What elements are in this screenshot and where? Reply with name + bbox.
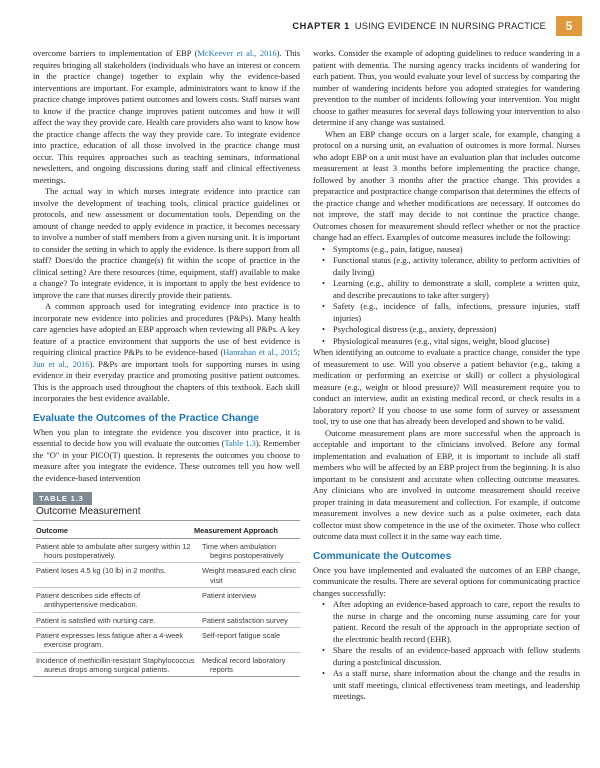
table-row <box>33 628 300 653</box>
list-item: • As a staff nurse, share information about the change and the results in unit staff meetings, clinical effectiveness team meetings, and leadership meetings. <box>333 668 580 703</box>
paragraph: works. Consider the example of adopting guidelines to reduce wandering in a patient with dementia. The nursing agency tracks incidents of wandering for each patient. Thus, you would evaluate your level of success by comparing the number of wandering incidents before you adopted strategies for wandering prevention to the number of incidents following your intervention. You might choose to gather measures for several days following your intervention to also determine if any change was sustained. <box>313 48 580 127</box>
section-heading-communicate: Communicate the Outcomes <box>313 550 452 562</box>
paragraph: The actual way in which nurses integrate evidence into practice can involve the development of teaching tools, clinical practice guidelines or protocols, and new assessment or documentation tools. Depending on the amount of change needed to apply evidence in practice, it becomes necessary to involve a number of staff members from a given nursing unit. It is important to consider the setting in which to apply the evidence. Is there support from all staff? Does/do the practice change(s) fit within the scope of practice in the clinical setting? Are there resources (time, equipment, staff) available to make a change? To integrate evidence, it is important to apply the best evidence to improve the care that nurses directly provide their patients. <box>33 186 300 300</box>
cell-measurement: Patient satisfaction survey <box>202 615 288 625</box>
table-row <box>33 563 300 588</box>
communication-options-list <box>313 599 580 703</box>
paragraph: When an EBP change occurs on a larger scale, for example, changing a protocol on a nursing unit, an evaluation of outcomes is more formal. Nurses who adopt EBP on a unit must have an evaluation plan that includes outcome measurement at least 3 months before implementing the practice change, followed by another 3 months after the practice change. This provides a preparactice and postpractice change comparison that determines the effects of the practice change and whether modifications are necessary. If outcomes do not improve, the staff may decide to not continue the practice change. Outcomes chosen for measurement should reflect whether or not the practice change had an effect. Examples of outcome measures include the following: <box>313 128 580 242</box>
page-number: 5 <box>556 16 582 36</box>
table-header-row <box>33 521 300 539</box>
cell-measurement: Weight measured each clinic visit <box>202 566 297 585</box>
table-title: Outcome Measurement <box>33 505 300 520</box>
paragraph: When you plan to integrate the evidence you discover into practice, it is essential to decide how you will evaluate the outcomes (Table 1.3). Remember the "O" in your PICO(T) question. It represents the outcomes you choose to measure after you integrate the evidence. These outcomes tell you how well the evidence-based intervention <box>33 426 300 483</box>
outcome-measurement-table <box>33 492 300 677</box>
cell-measurement: Patient interview <box>202 591 257 601</box>
paragraph: Once you have implemented and evaluated the outcomes of an EBP change, communicate the results. There are several options for communicating practice changes successfully: <box>313 564 580 598</box>
paragraph: overcome barriers to implementation of EBP (McKeever et al., 2016). This requires bringing all stakeholders (individuals who have an interest or concern in the practice change) together to explain why the evidence-based interventions are important. For example, administrators want to know if the practice change improves patient outcomes and lowers costs. Staff nurses want to know if the practice change improves patient outcomes and how it will affect the way they provide care. Health care providers also want to know how the practice change affects the way they provide care. To integrate evidence into practice, education of all those involved in the practice change must occur. This requires approaches such as teaching seminars, informational newsletters, and ongoing discussions during staff and clinical effectiveness meetings. <box>33 48 300 185</box>
chapter-label: CHAPTER 1 <box>292 21 350 31</box>
table-row <box>33 588 300 613</box>
list-item: • Physiological measures (e.g., vital signs, weight, blood glucose) <box>333 336 580 348</box>
right-column <box>313 48 580 703</box>
chapter-title: USING EVIDENCE IN NURSING PRACTICE <box>354 21 546 31</box>
table-row <box>33 613 300 628</box>
citation-link[interactable]: Hanrahan et al., 2015 <box>223 347 298 357</box>
section-heading-evaluate: Evaluate the Outcomes of the Practice Change <box>33 412 259 424</box>
table-row <box>33 653 300 677</box>
list-item: • Functional status (e.g., activity tolerance, ability to perform activities of daily living) <box>333 255 580 278</box>
list-item: • Learning (e.g., ability to demonstrate a skill, complete a written quiz, and describe precautions to take after surgery) <box>333 278 580 301</box>
citation-link[interactable]: Jun et al., 2016 <box>33 358 90 369</box>
list-item: • Safety (e.g., incidence of falls, infections, pressure injuries, staff injuries) <box>333 301 580 324</box>
list-item: • Share the results of an evidence-based approach with fellow students during a postclinical discussion. <box>333 645 580 668</box>
list-item: • After adopting an evidence-based approach to care, report the results to the nurse in charge and the oncoming nurse assuming care for your patient. Record the result of the approach in the appropriate section of the electronic health record (EHR). <box>333 599 580 645</box>
cell-outcome: Patient able to ambulate after surgery within 12 hours postoperatively. <box>36 541 191 561</box>
paragraph: A common approach used for integrating evidence into practice is to incorporate new evidence into policies and procedures (P&Ps). Many health care agencies have adopted an EBP approach when reviewing all P&Ps. A key feature of a practice environment that supports the use of best evidence is requiring clinical practice P&Ps to be evidence-based (Hanrahan et al., 2015; Jun et al., 2016). P&Ps are important tools for supporting nurses in using evidence in their everyday practice and promoting positive patient outcomes. This is the approach used throughout the chapters of this textbook. Each skill incorporates the best evidence available. <box>33 301 300 403</box>
column-header-outcome: Outcome <box>36 525 69 535</box>
table-reference-link[interactable]: Table 1.3 <box>224 438 256 448</box>
cell-outcome: Incidence of methicillin-resistant Staphylococcus aureus drops among surgical patients. <box>36 655 195 674</box>
column-header-measurement: Measurement Approach <box>194 525 278 535</box>
outcome-measures-list <box>313 244 580 348</box>
cell-measurement: Self-report fatigue scale <box>202 630 281 640</box>
table-label: TABLE 1.3 <box>33 492 92 505</box>
paragraph: Outcome measurement plans are more successful when the approach is acceptable and important to the clinicians involved. Before any formal implementation and evaluation of EBP, it is important to include all staff members who will be affected by an EBP project from the beginning. It is also important to be consistent and accurate when collecting outcome measures. Any clinicians who are involved in outcome measurement should receive proper training in data measurement and collection. For example, if outcome measurement involves a new device such as a pulse oximeter, each data collector must show competence in the use of the oximeter. Those who collect outcome data must collect it in the same way each time. <box>313 427 580 541</box>
left-column <box>33 48 300 677</box>
cell-outcome: Patient loses 4.5 kg (10 lb) in 2 months. <box>36 566 166 576</box>
citation-link[interactable]: McKeever et al., 2016 <box>197 48 277 58</box>
table-row <box>33 539 300 564</box>
list-item: • Psychological distress (e.g., anxiety, depression) <box>333 324 580 336</box>
cell-outcome: Patient expresses less fatigue after a 4-week exercise program. <box>36 630 184 650</box>
cell-measurement: Time when ambulation begins postoperatively <box>202 541 284 561</box>
cell-outcome: Patient describes side effects of antihypertensive medication. <box>36 591 141 610</box>
cell-outcome: Patient is satisfied with nursing care. <box>36 615 156 625</box>
running-header <box>292 16 582 36</box>
list-item: • Symptoms (e.g., pain, fatigue, nausea) <box>333 244 580 256</box>
cell-measurement: Medical record laboratory reports <box>202 655 286 674</box>
paragraph: When identifying an outcome to evaluate a practice change, consider the type of measurement to use. Will you observe a patient behavior (e.g., taking a medication or performing an exercise or skill) or collect a physiological measure (e.g., weight or blood pressure)? Will measurement require you to conduct an interview, audit an existing medical record, or check results in a laboratory report? If you choose to use some form of survey or assessment tool, try to use one that has already been developed and shown to be valid. <box>313 347 580 426</box>
